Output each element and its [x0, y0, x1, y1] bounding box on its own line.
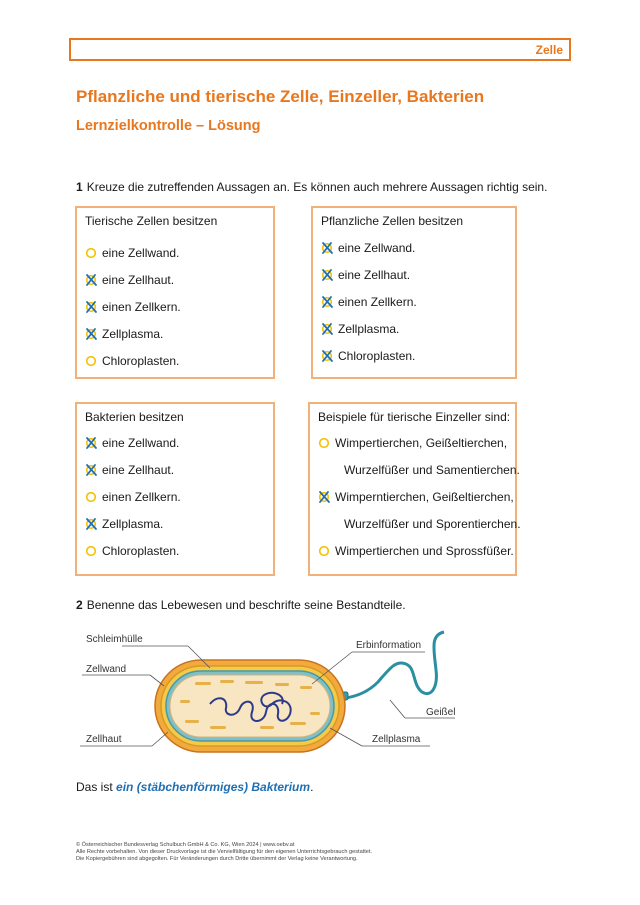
circle-icon[interactable]: [85, 544, 99, 558]
option[interactable]: eine Zellwand.: [85, 436, 179, 450]
cytoplasm-shape: [170, 675, 330, 737]
option[interactable]: Wimpertierchen und Sprossfüßer.: [318, 544, 514, 558]
option[interactable]: einen Zellkern.: [85, 490, 181, 504]
circle-icon[interactable]: [85, 490, 99, 504]
page-subtitle: Lernzielkontrolle – Lösung: [76, 118, 261, 134]
checked-cross-icon[interactable]: [85, 300, 99, 314]
checked-cross-icon[interactable]: [321, 268, 335, 282]
checked-cross-icon[interactable]: [321, 241, 335, 255]
option[interactable]: eine Zellwand.: [321, 241, 415, 255]
topic-tag: Zelle: [535, 43, 563, 57]
task-2-number: 2: [76, 598, 83, 612]
checked-cross-icon[interactable]: [85, 517, 99, 531]
option[interactable]: Zellplasma.: [321, 322, 399, 336]
option[interactable]: Chloroplasten.: [321, 349, 415, 363]
bacterium-diagram: [60, 620, 456, 760]
option[interactable]: eine Zellhaut.: [85, 273, 174, 287]
label-zellplasma: Zellplasma: [372, 734, 421, 745]
checked-cross-icon[interactable]: [318, 490, 332, 504]
answer-value: ein (stäbchenförmiges) Bakterium: [116, 780, 311, 794]
answer-suffix: .: [310, 780, 314, 794]
box-bacteria: [75, 402, 275, 576]
box-animal-protists: [308, 402, 521, 576]
task-1-text: Kreuze die zutreffenden Aussagen an. Es können auch mehrere Aussagen richtig sein.: [86, 180, 548, 194]
box-heading: Beispiele für tierische Einzeller sind:: [318, 410, 511, 424]
option[interactable]: eine Zellwand.: [85, 246, 179, 260]
footer: [76, 842, 372, 864]
option-continuation: Wurzelfüßer und Sporentierchen.: [344, 517, 521, 531]
option-continuation: Wurzelfüßer und Samentierchen.: [344, 463, 520, 477]
box-animal-cells: [75, 206, 275, 379]
box-plant-cells: [311, 206, 517, 379]
option[interactable]: Zellplasma.: [85, 517, 163, 531]
option[interactable]: einen Zellkern.: [321, 295, 417, 309]
label-geissel: Geißel: [426, 707, 456, 718]
footer-line: Alle Rechte vorbehalten. Von dieser Druckvorlage ist die Vervielfältigung für den eigenen Unterrichtsgebrauch gestattet.: [76, 849, 373, 856]
box-heading: Pflanzliche Zellen besitzen: [321, 214, 464, 228]
page-title: Pflanzliche und tierische Zelle, Einzeller, Bakterien: [76, 87, 485, 106]
circle-icon[interactable]: [318, 436, 332, 450]
task-2-text: Benenne das Lebewesen und beschrifte seine Bestandteile.: [86, 598, 406, 612]
checked-cross-icon[interactable]: [85, 273, 99, 287]
box-heading: Tierische Zellen besitzen: [85, 214, 218, 228]
option[interactable]: eine Zellhaut.: [85, 463, 174, 477]
footer-line: Die Kopiergebühren sind abgegolten. Für Veränderungen durch Dritte übernimmt der Verlag keine Verantwortung.: [76, 856, 358, 863]
checked-cross-icon[interactable]: [85, 327, 99, 341]
option[interactable]: Chloroplasten.: [85, 354, 179, 368]
label-erbinformation: Erbinformation: [356, 640, 422, 651]
label-zellhaut: Zellhaut: [86, 734, 122, 745]
footer-line: © Österreichischer Bundesverlag Schulbuch GmbH & Co. KG, Wien 2024 | www.oebv.at: [76, 842, 295, 848]
label-schleimhuelle: Schleimhülle: [86, 634, 143, 645]
checked-cross-icon[interactable]: [321, 322, 335, 336]
header-bar: [69, 38, 571, 61]
checked-cross-icon[interactable]: [321, 349, 335, 363]
option[interactable]: Wimpertierchen, Geißeltierchen,: [318, 436, 507, 450]
checked-cross-icon[interactable]: [85, 463, 99, 477]
task-2: [76, 598, 406, 612]
checked-cross-icon[interactable]: [321, 295, 335, 309]
label-zellwand: Zellwand: [86, 664, 127, 675]
circle-icon[interactable]: [85, 246, 99, 260]
option[interactable]: Wimperntierchen, Geißeltierchen,: [318, 490, 514, 504]
answer-prefix: Das ist: [76, 780, 117, 794]
checked-cross-icon[interactable]: [85, 436, 99, 450]
option[interactable]: eine Zellhaut.: [321, 268, 410, 282]
box-heading: Bakterien besitzen: [85, 410, 184, 424]
circle-icon[interactable]: [85, 354, 99, 368]
circle-icon[interactable]: [318, 544, 332, 558]
option[interactable]: einen Zellkern.: [85, 300, 181, 314]
answer-line: [76, 780, 313, 794]
task-1: [76, 180, 547, 194]
option[interactable]: Chloroplasten.: [85, 544, 179, 558]
task-1-number: 1: [76, 180, 83, 194]
option[interactable]: Zellplasma.: [85, 327, 163, 341]
